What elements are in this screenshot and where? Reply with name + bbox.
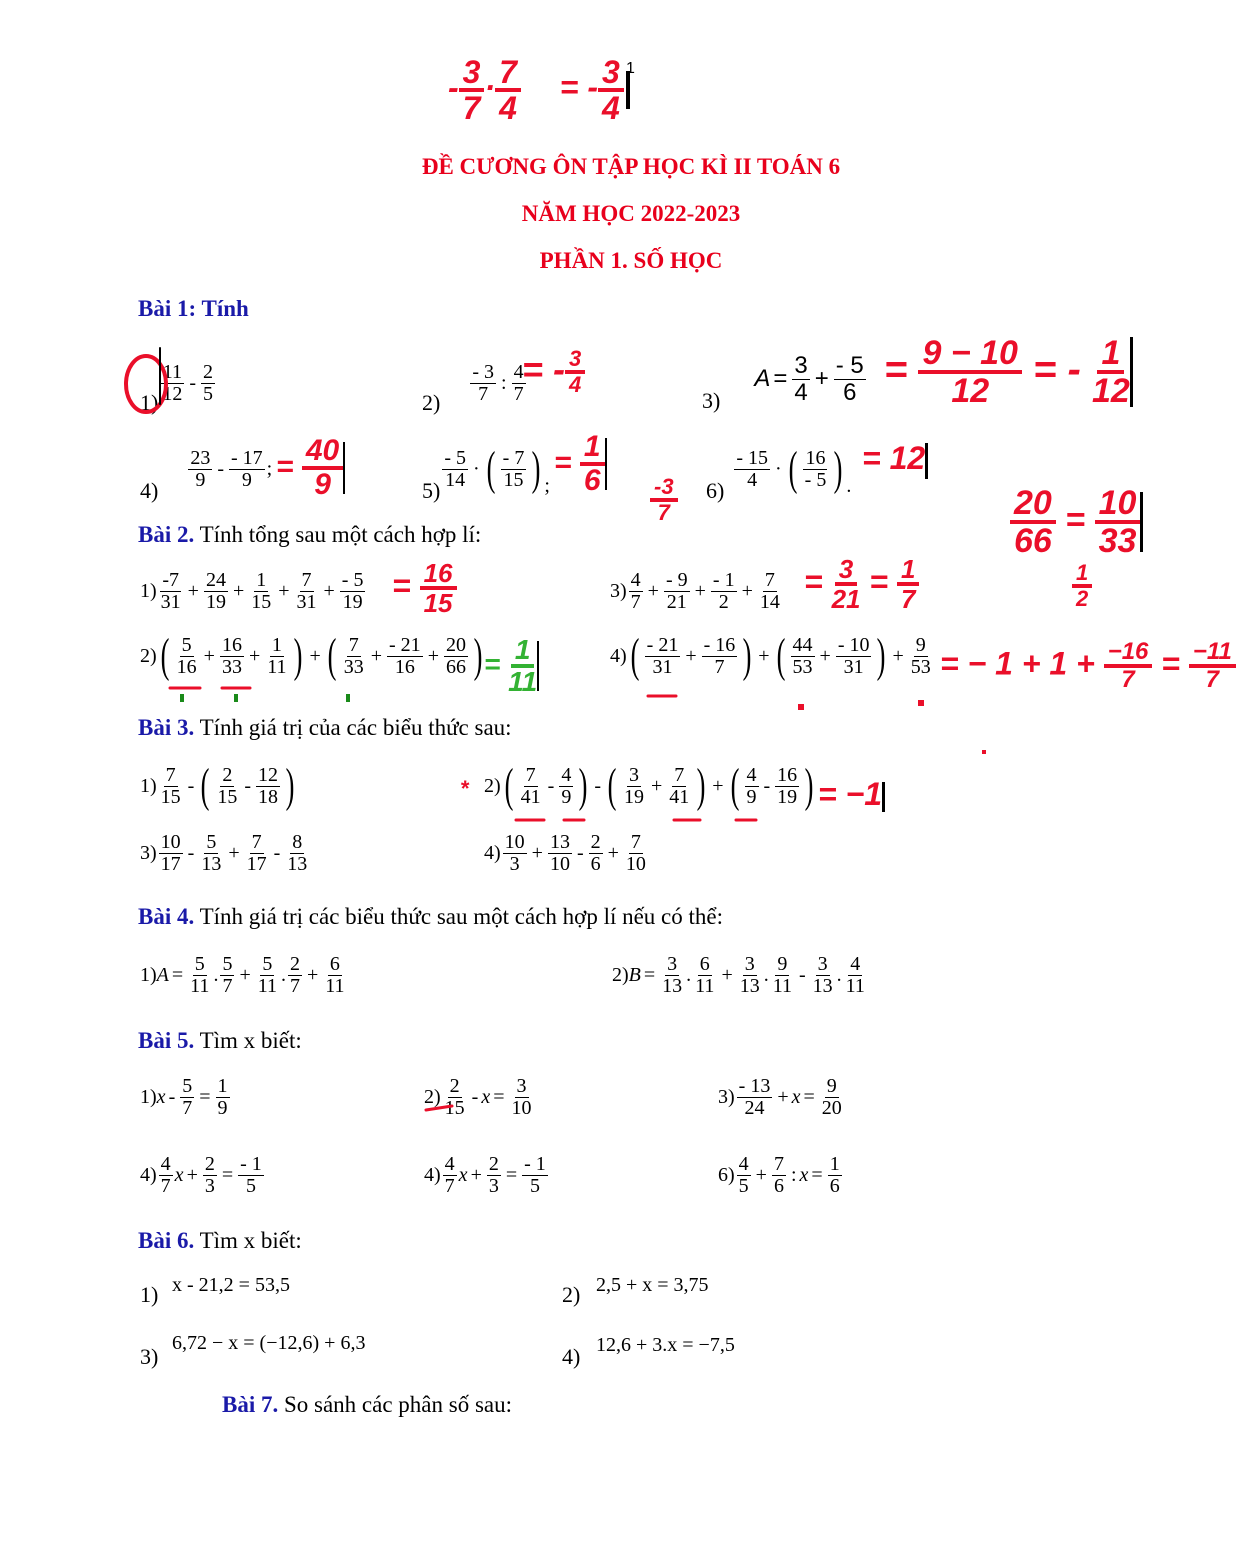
bai-4-heading: Bài 4. Tính giá trị các biểu thức sau một cách hợp lí nếu có thể: xyxy=(138,904,723,929)
bai2-item4: 4) ( - 21 31 + $\frac{- 16}{7}$ ) + ( 44 53 + $\frac{- 10}{31}$ ) + $\frac{9}{53}$ xyxy=(610,629,931,682)
bai1-item6: 6) - 15 4 · ( 16 - 5 ) . xyxy=(706,442,852,503)
bai-6-heading: Bài 6. Tìm x biết: xyxy=(138,1228,302,1253)
bai6-item1: x - 21,2 = 53,5 xyxy=(172,1274,290,1296)
bai4-item2: 2) B = $\frac{3}{13}$ . 6 11 + $\frac{3}{13}$ . 9 11 - 3 13 . 4 11 xyxy=(612,953,865,997)
bai1-item2: 2) - 3 7 : 4 7 xyxy=(422,360,524,415)
ink-mark xyxy=(918,700,924,706)
bai6-num4: 4) xyxy=(562,1344,581,1369)
ink-answer: = − 1 + 1 + $\frac{-16}{7}$ = $\frac{-11}{7}$ xyxy=(940,640,1236,692)
bai3-item4: 4) 10 3 + $\frac{13}{10}$ - 2 6 + $\frac{7}{10}$ xyxy=(484,831,646,875)
bai-1-heading: Bài 1: Tính xyxy=(138,296,249,321)
ink-answer: = $\frac{3}{21}$ = $\frac{1}{7}$ xyxy=(804,556,919,612)
ink-answer: = $\frac{1}{6}$ xyxy=(554,432,607,496)
bai5-item4b: 4) 4 7 x + $\frac{2}{3}$ = $\frac{- 1}{5}$ xyxy=(424,1153,546,1197)
ink-answer: $\frac{20}{66}$ = $\frac{10}{33}$ xyxy=(1010,486,1143,558)
handwritten-top-note: - $\frac{3}{7}$ · $\frac{7}{4}$ = - $\frac{3}{4}$ xyxy=(448,56,630,124)
part-heading: PHẦN 1. SỐ HỌC xyxy=(539,248,723,273)
bai4-item1: 1) A = $\frac{5}{11}$ . 5 7 + $\frac{5}{11}$ . 2 7 + $\frac{6}{11}$ xyxy=(140,953,345,997)
ink-answer: $\frac{1}{2}$ xyxy=(1072,562,1092,610)
bai-7-heading: Bài 7. So sánh các phân số sau: xyxy=(222,1392,513,1417)
ink-answer: = −1 xyxy=(818,776,885,813)
bai5-item3: 3) - 13 24 + x = $\frac{9}{20}$ xyxy=(718,1075,842,1119)
ink-answer: = 12 xyxy=(862,440,928,479)
bai-2-heading: Bài 2. Tính tổng sau một cách hợp lí: xyxy=(138,522,482,547)
ink-mark xyxy=(234,694,238,702)
bai5-item1: 1) x - $\frac{5}{7}$ = $\frac{1}{9}$ xyxy=(140,1075,228,1119)
bai6-num3: 3) xyxy=(140,1344,159,1369)
bai-3-heading: Bài 3. Tính giá trị của các biểu thức sau: xyxy=(138,715,512,740)
bai1-item5: 5) - 5 14 · ( - 7 15 ) ; xyxy=(422,442,550,503)
bai5-item4a: 4) 4 7 x + $\frac{2}{3}$ = $\frac{- 1}{5}$ xyxy=(140,1153,262,1197)
bai1-item1: 1) 11 12 - 2 5 xyxy=(140,360,213,415)
bai6-item2: 2,5 + x = 3,75 xyxy=(596,1274,709,1296)
bai6-item3: 6,72 − x = (−12,6) + 6,3 xyxy=(172,1332,366,1354)
ink-answer: = $\frac{16}{15}$ xyxy=(392,560,457,616)
bai3-item1: 1) 7 15 - ( 2 15 - 12 18 ) xyxy=(140,759,295,812)
ink-mark xyxy=(982,750,986,754)
bai-5-heading: Bài 5. Tìm x biết: xyxy=(138,1028,302,1053)
ink-stroke xyxy=(426,1106,452,1110)
ink-answer: * xyxy=(460,776,469,801)
bai3-item2: 2) ( 7 41 - 4 9 ) - ( 3 19 + $\frac{7}{41}$ ) + ( 4 9 - 16 19 ) xyxy=(484,759,814,812)
page-number: 1 xyxy=(626,60,635,77)
bai1-item4: 4) 23 9 - - 17 9 ; xyxy=(140,446,273,503)
ink-mark xyxy=(346,694,350,702)
ink-answer: = $\frac{9 - 10}{12}$ = - $\frac{1}{12}$ xyxy=(884,336,1133,408)
ink-answer: = - $\frac{3}{4}$ xyxy=(522,348,585,396)
bai6-num2: 2) xyxy=(562,1282,581,1307)
bai5-item6: 6) 4 5 + $\frac{7}{6}$ : x = $\frac{1}{6}$ xyxy=(718,1153,840,1197)
school-year: NĂM HỌC 2022-2023 xyxy=(521,201,741,226)
bai2-item1: 1) -7 31 + $\frac{24}{19}$ + $\frac{1}{15}$ + $\frac{7}{31}$ + $\frac{- 5}{19}$ xyxy=(140,569,364,613)
bai1-item3: 3) A = $\frac{3}{4}$ + $\frac{- 5}{6}$ xyxy=(702,352,864,413)
bai3-item3: 3) 10 17 - 5 13 + $\frac{7}{17}$ - 8 13 xyxy=(140,831,308,875)
document-title: ĐỀ CƯƠNG ÔN TẬP HỌC KÌ II TOÁN 6 xyxy=(421,154,841,179)
ink-answer: = $\frac{40}{9}$ xyxy=(276,436,345,500)
bai6-item4: 12,6 + 3.x = −7,5 xyxy=(596,1334,735,1356)
bai6-num1: 1) xyxy=(140,1282,159,1307)
ink-answer: $\frac{-3}{7}$ xyxy=(650,476,678,524)
bai5-item2: 2) 2 15 - x = $\frac{3}{10}$ xyxy=(424,1075,532,1119)
bai2-item3: 3) 4 7 + $\frac{- 9}{21}$ + $\frac{- 1}{2}$ + $\frac{7}{14}$ xyxy=(610,569,780,613)
ink-mark xyxy=(798,704,804,710)
ink-answer: = $\frac{1}{11}$ xyxy=(484,634,538,697)
bai2-item2: 2) ( 5 16 + $\frac{16}{33}$ + $\frac{1}{11}$ ) + ( 7 33 + $\frac{- 21}{16}$ + $\frac{20}{66}$ ) xyxy=(140,629,483,682)
ink-mark xyxy=(180,694,184,702)
